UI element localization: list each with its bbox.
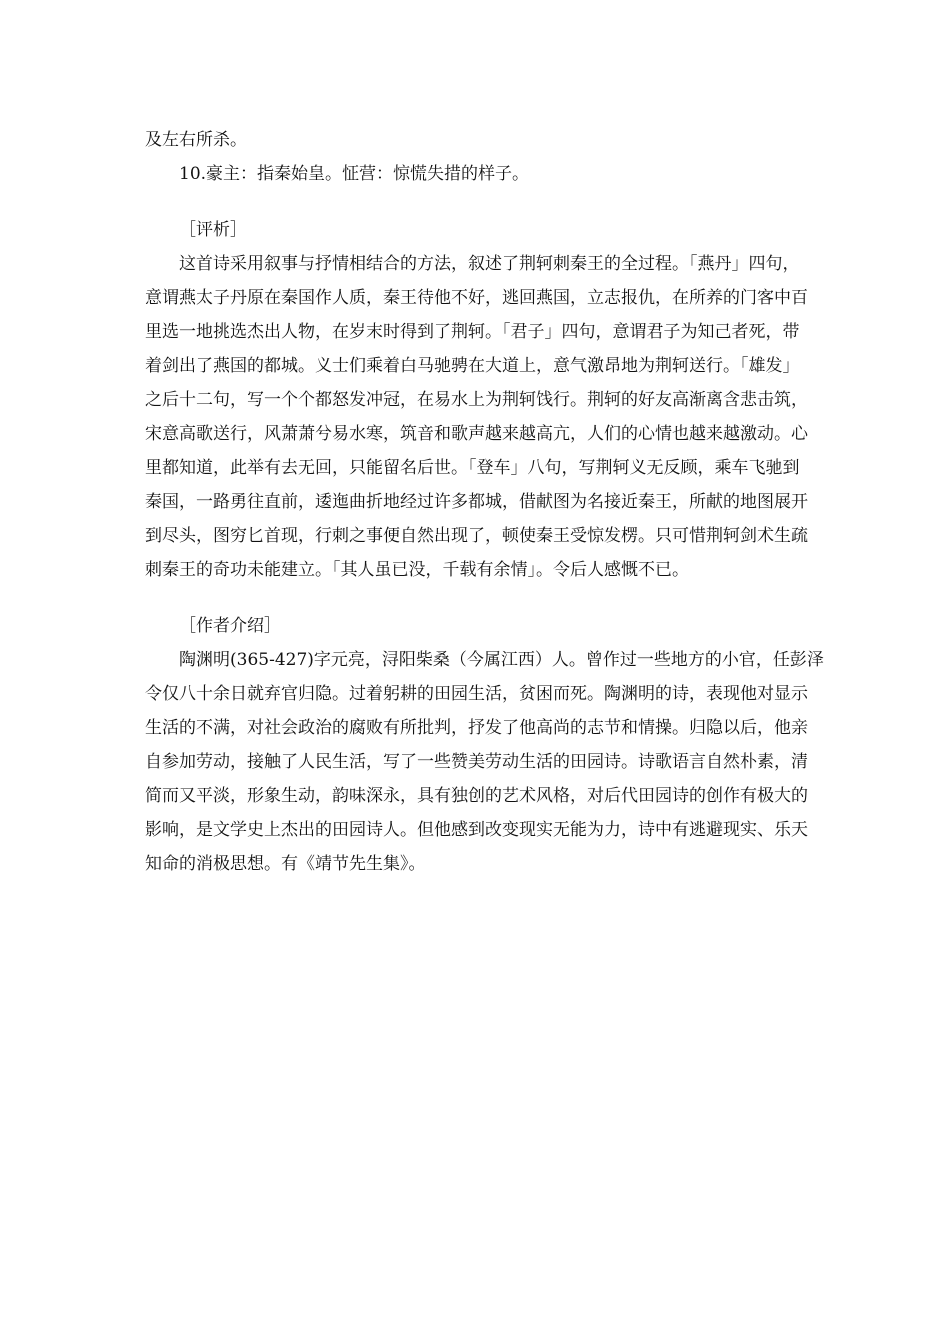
- commentary-line: 宋意高歌送行，风萧萧兮易水寒，筑音和歌声越来越高亢，人们的心情也越来越激动。心: [145, 424, 808, 444]
- commentary-line: 这首诗采用叙事与抒情相结合的方法，叙述了荆轲刺秦王的全过程。「燕丹」四句，: [179, 254, 800, 274]
- author-line: 生活的不满，对社会政治的腐败有所批判，抒发了他高尚的志节和情操。归隐以后，他亲: [145, 718, 808, 738]
- author-paragraph: [145, 643, 824, 881]
- commentary-line: 着剑出了燕国的都城。义士们乘着白马驰骋在大道上，意气激昂地为荆轲送行。「雄发」: [145, 356, 800, 376]
- author-line: 知命的消极思想。有《靖节先生集》。: [145, 854, 426, 874]
- commentary-line: 里都知道，此举有去无回，只能留名后世。「登车」八句，写荆轲义无反顾，乘车飞驰到: [145, 458, 800, 478]
- commentary-line: 意谓燕太子丹原在秦国作人质，秦王待他不好，逃回燕国，立志报仇，在所养的门客中百: [145, 288, 808, 308]
- note-item-10: 10.豪主：指秦始皇。怔营：惊慌失措的样子。: [179, 164, 530, 184]
- commentary-line: 里选一地挑选杰出人物，在岁末时得到了荆轲。「君子」四句，意谓君子为知己者死，带: [145, 322, 800, 342]
- commentary-paragraph: [145, 247, 810, 587]
- commentary-line: 刺秦王的奇功未能建立。「其人虽已没，千载有余情」。令后人感慨不已。: [145, 560, 689, 580]
- author-line: 陶渊明(365-427)字元亮，浔阳柴桑（今属江西）人。曾作过一些地方的小官，任彭泽: [179, 650, 824, 670]
- commentary-line: 之后十二句，写一个个都怒发冲冠，在易水上为荆轲饯行。荆轲的好友高渐离含悲击筑，: [145, 390, 808, 410]
- commentary-line: 秦国，一路勇往直前，逶迤曲折地经过许多都城，借献图为名接近秦王，所献的地图展开: [145, 492, 808, 512]
- author-line: 令仅八十余日就弃官归隐。过着躬耕的田园生活，贫困而死。陶渊明的诗，表现他对显示: [145, 684, 808, 704]
- commentary-heading: ［评析］: [179, 220, 247, 240]
- section-spacer: [145, 191, 810, 213]
- author-line: 简而又平淡，形象生动，韵味深永，具有独创的艺术风格，对后代田园诗的创作有极大的: [145, 786, 808, 806]
- author-heading: ［作者介绍］: [179, 616, 281, 636]
- author-line: 自参加劳动，接触了人民生活，写了一些赞美劳动生活的田园诗。诗歌语言自然朴素，清: [145, 752, 808, 772]
- document-body: [145, 123, 824, 881]
- note-continuation: 及左右所杀。: [145, 130, 247, 150]
- author-line: 影响，是文学史上杰出的田园诗人。但他感到改变现实无能为力，诗中有逃避现实、乐天: [145, 820, 808, 840]
- commentary-line: 到尽头，图穷匕首现，行刺之事便自然出现了，顿使秦王受惊发楞。只可惜荆轲剑术生疏: [145, 526, 808, 546]
- section-spacer: [145, 587, 810, 609]
